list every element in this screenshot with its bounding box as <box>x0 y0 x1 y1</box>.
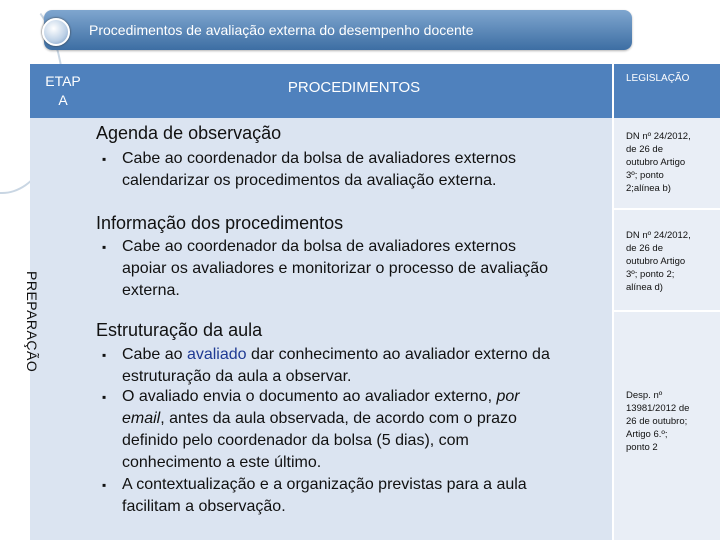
etapa-header-line2: A <box>58 92 68 108</box>
square-bullet-icon: ▪ <box>102 348 107 362</box>
legislation-line: Artigo 6.º; <box>626 429 668 440</box>
square-bullet-icon: ▪ <box>102 478 107 492</box>
bullet-text: Cabe ao <box>122 346 187 363</box>
legislation-line: de 26 de <box>626 144 663 155</box>
list-item <box>102 236 602 304</box>
legislation-line: 3º; ponto <box>626 170 664 181</box>
square-bullet-icon: ▪ <box>102 152 107 166</box>
bullet-line <box>122 344 550 366</box>
highlighted-term: avaliado <box>186 346 247 363</box>
section-title: Estruturação da aula <box>96 320 263 340</box>
legislation-text <box>626 389 689 454</box>
bullet-line: definido pelo coordenador da bolsa (5 dias), com <box>122 432 469 449</box>
legislation-line: DN nº 24/2012, <box>626 131 691 142</box>
square-bullet-icon: ▪ <box>102 390 107 404</box>
procedimentos-column-header: PROCEDIMENTOS <box>96 64 612 118</box>
bullet-line: facilitam a observação. <box>122 498 286 515</box>
legislacao-column-header: LEGISLAÇÃO <box>614 64 720 118</box>
legislation-line: outubro Artigo <box>626 157 686 168</box>
legislation-line: 3º; ponto 2; <box>626 269 675 280</box>
legislation-line: DN nº 24/2012, <box>626 230 691 241</box>
legislation-line: 26 de outubro; <box>626 416 688 427</box>
italic-term: email <box>122 410 161 427</box>
list-item <box>102 344 614 388</box>
legislation-line: Desp. nº <box>626 390 663 401</box>
bullet-line: conhecimento a este último. <box>122 454 322 471</box>
bullet-line: Cabe ao coordenador da bolsa de avaliadores externos <box>122 238 517 255</box>
legislation-line: alínea d) <box>626 282 663 293</box>
bullet-line: Cabe ao coordenador da bolsa de avaliadores externos <box>122 150 517 167</box>
legislation-line: 13981/2012 de <box>626 403 690 414</box>
list-item <box>102 148 602 194</box>
bullet-line: calendarizar os procedimentos da avaliação externa. <box>122 172 497 189</box>
legislation-line: ponto 2 <box>626 442 658 453</box>
bullet-line <box>122 408 520 430</box>
section-title: Informação dos procedimentos <box>96 213 344 233</box>
bullet-text: dar conhecimento ao avaliador externo da <box>246 346 550 363</box>
list-item <box>102 386 614 474</box>
bullet-line <box>122 386 520 408</box>
bullet-line: A contextualização e a organização previstas para a aula <box>122 476 527 493</box>
legislation-line: outubro Artigo <box>626 256 686 267</box>
italic-term: por <box>496 388 520 405</box>
bullet-text: O avaliado envia o documento ao avaliador externo, <box>122 388 497 405</box>
etapa-name: PREPARAÇÃO <box>24 271 40 373</box>
legislation-line: 2;alínea b) <box>626 183 671 194</box>
page-title: Procedimentos de avaliação externa do desempenho docente <box>89 22 474 38</box>
bullet-line: externa. <box>122 282 180 299</box>
legislation-text <box>626 130 691 195</box>
circle-bullet-icon <box>42 18 70 46</box>
etapa-column-header <box>30 64 96 118</box>
etapa-header-line1: ETAP <box>45 73 81 89</box>
bullet-line: estruturação da aula a observar. <box>122 368 352 385</box>
title-banner <box>44 10 632 50</box>
bullet-line: apoiar os avaliadores e monitorizar o processo de avaliação <box>122 260 549 277</box>
bullet-text: , antes da aula observada, de acordo com o prazo <box>160 410 517 427</box>
square-bullet-icon: ▪ <box>102 240 107 254</box>
legislation-text <box>626 229 691 294</box>
legislation-line: de 26 de <box>626 243 663 254</box>
list-item <box>102 474 614 518</box>
section-title: Agenda de observação <box>96 123 282 143</box>
